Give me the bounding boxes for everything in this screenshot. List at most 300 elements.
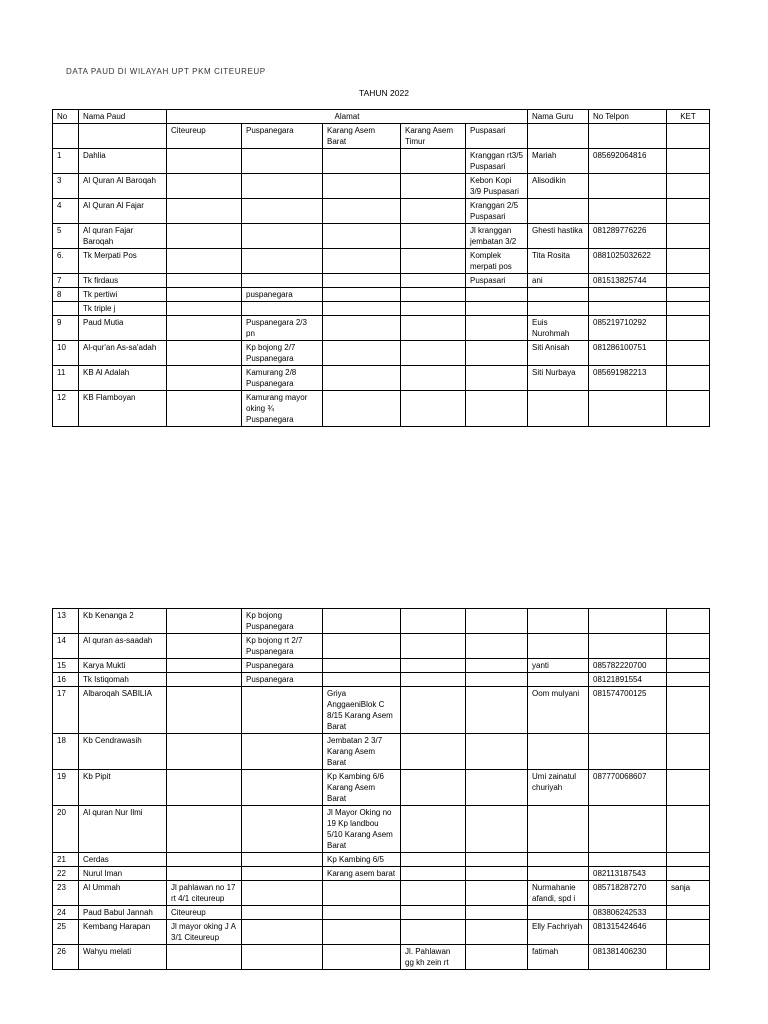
cell-puspasari: Kebon Kopi 3/9 Puspasari — [466, 174, 528, 199]
subheader-puspasari: Puspasari — [466, 124, 528, 149]
cell-nama-paud: Al Quran Al Baroqah — [79, 174, 167, 199]
cell-nama-guru — [528, 906, 589, 920]
cell-no: 19 — [53, 770, 79, 806]
cell-nama-paud: Albaroqah SABILIA — [79, 687, 167, 734]
table-body-part-2 — [53, 609, 710, 970]
cell-ket — [667, 149, 710, 174]
cell-karang-asem-barat — [323, 224, 401, 249]
cell-nama-paud: Al quran as-saadah — [79, 634, 167, 659]
cell-karang-asem-barat — [323, 391, 401, 427]
cell-ket — [667, 316, 710, 341]
cell-karang-asem-timur — [401, 149, 466, 174]
cell-nama-paud: Wahyu melati — [79, 945, 167, 970]
cell-karang-asem-timur — [401, 853, 466, 867]
table-row — [53, 199, 710, 224]
subheader-karang-asem-timur: Karang Asem Timur — [401, 124, 466, 149]
cell-no-telpon: 081286100751 — [589, 341, 667, 366]
cell-karang-asem-barat: Griya AnggaeniBlok C 8/15 Karang Asem Barat — [323, 687, 401, 734]
cell-nama-guru: Ghesti hastika — [528, 224, 589, 249]
cell-citeureup — [167, 391, 242, 427]
cell-nama-guru: Alisodikin — [528, 174, 589, 199]
cell-nama-paud: Kb Pipit — [79, 770, 167, 806]
cell-karang-asem-barat — [323, 609, 401, 634]
cell-puspasari — [466, 391, 528, 427]
cell-nama-guru: fatimah — [528, 945, 589, 970]
cell-no: 15 — [53, 659, 79, 673]
table-row — [53, 609, 710, 634]
cell-no: 23 — [53, 881, 79, 906]
cell-puspanegara — [242, 249, 323, 274]
cell-citeureup — [167, 673, 242, 687]
cell-no: 21 — [53, 853, 79, 867]
cell-puspasari: Komplek merpati pos — [466, 249, 528, 274]
cell-nama-guru — [528, 634, 589, 659]
cell-karang-asem-timur — [401, 687, 466, 734]
cell-puspanegara — [242, 770, 323, 806]
cell-nama-paud: Dahlia — [79, 149, 167, 174]
cell-puspanegara — [242, 174, 323, 199]
cell-no: 6. — [53, 249, 79, 274]
cell-puspanegara — [242, 224, 323, 249]
cell-puspasari — [466, 867, 528, 881]
cell-karang-asem-barat — [323, 249, 401, 274]
table-row — [53, 853, 710, 867]
cell-citeureup — [167, 734, 242, 770]
cell-karang-asem-timur — [401, 659, 466, 673]
cell-ket — [667, 673, 710, 687]
cell-nama-paud: Al quran Fajar Baroqah — [79, 224, 167, 249]
cell-puspasari: Puspasari — [466, 274, 528, 288]
subheader-karang-asem-barat: Karang Asem Barat — [323, 124, 401, 149]
header-alamat: Alamat — [167, 110, 528, 124]
cell-nama-paud: Al quran Nur Ilmi — [79, 806, 167, 853]
cell-puspanegara: Kp bojong Puspanegara — [242, 609, 323, 634]
cell-no-telpon — [589, 199, 667, 224]
cell-karang-asem-barat — [323, 634, 401, 659]
cell-karang-asem-barat: Karang asem barat — [323, 867, 401, 881]
table-row — [53, 770, 710, 806]
table-row — [53, 881, 710, 906]
cell-nama-guru: Umi zainatul churiyah — [528, 770, 589, 806]
table-row — [53, 634, 710, 659]
cell-puspanegara — [242, 687, 323, 734]
cell-citeureup — [167, 288, 242, 302]
cell-nama-paud: Tk Istiqomah — [79, 673, 167, 687]
cell-no: 14 — [53, 634, 79, 659]
cell-no: 17 — [53, 687, 79, 734]
table-row — [53, 687, 710, 734]
cell-nama-paud: Tk pertiwi — [79, 288, 167, 302]
cell-citeureup — [167, 316, 242, 341]
cell-karang-asem-timur — [401, 302, 466, 316]
cell-karang-asem-timur — [401, 609, 466, 634]
table-row — [53, 302, 710, 316]
cell-ket — [667, 341, 710, 366]
cell-no-telpon: 087770068607 — [589, 770, 667, 806]
cell-ket — [667, 249, 710, 274]
cell-nama-guru: Siti Anisah — [528, 341, 589, 366]
cell-ket — [667, 634, 710, 659]
cell-no: 20 — [53, 806, 79, 853]
document-year: TAHUN 2022 — [359, 88, 409, 98]
cell-puspasari — [466, 945, 528, 970]
cell-puspasari — [466, 920, 528, 945]
cell-karang-asem-barat — [323, 302, 401, 316]
cell-karang-asem-barat: Jl Mayor Oking no 19 Kp landbou 5/10 Karang Asem Barat — [323, 806, 401, 853]
cell-ket — [667, 734, 710, 770]
cell-no: 22 — [53, 867, 79, 881]
cell-puspanegara: Puspanegara — [242, 659, 323, 673]
table-row — [53, 174, 710, 199]
cell-nama-paud: Al Quran Al Fajar — [79, 199, 167, 224]
cell-no-telpon: 085692064816 — [589, 149, 667, 174]
cell-nama-paud: Kb Kenanga 2 — [79, 609, 167, 634]
cell-nama-guru: Mariah — [528, 149, 589, 174]
cell-no-telpon: 081574700125 — [589, 687, 667, 734]
cell-no: 5 — [53, 224, 79, 249]
cell-puspasari: Kranggan 2/5 Puspasari — [466, 199, 528, 224]
cell-no-telpon: 081289776226 — [589, 224, 667, 249]
table-row — [53, 906, 710, 920]
cell-no: 18 — [53, 734, 79, 770]
cell-citeureup — [167, 174, 242, 199]
cell-ket — [667, 687, 710, 734]
cell-citeureup — [167, 274, 242, 288]
cell-nama-guru — [528, 806, 589, 853]
cell-puspasari — [466, 853, 528, 867]
cell-no-telpon — [589, 288, 667, 302]
cell-nama-guru — [528, 199, 589, 224]
cell-no-telpon: 082113187543 — [589, 867, 667, 881]
cell-karang-asem-barat — [323, 920, 401, 945]
subheader-row — [53, 124, 710, 149]
cell-no-telpon — [589, 734, 667, 770]
cell-no-telpon: 081315424646 — [589, 920, 667, 945]
header-row — [53, 110, 710, 124]
cell-no: 1 — [53, 149, 79, 174]
cell-no-telpon: 085691982213 — [589, 366, 667, 391]
cell-nama-paud: Cerdas — [79, 853, 167, 867]
cell-ket — [667, 867, 710, 881]
cell-no-telpon — [589, 391, 667, 427]
table-row — [53, 149, 710, 174]
cell-puspasari — [466, 609, 528, 634]
cell-no: 16 — [53, 673, 79, 687]
cell-karang-asem-timur — [401, 920, 466, 945]
cell-no-telpon: 081381406230 — [589, 945, 667, 970]
cell-karang-asem-timur — [401, 249, 466, 274]
cell-nama-paud: Nurul Iman — [79, 867, 167, 881]
subheader-citeureup: Citeureup — [167, 124, 242, 149]
cell-puspanegara: Kp bojong rt 2/7 Puspanegara — [242, 634, 323, 659]
cell-karang-asem-timur — [401, 673, 466, 687]
cell-ket — [667, 224, 710, 249]
cell-puspanegara — [242, 853, 323, 867]
cell-karang-asem-barat — [323, 149, 401, 174]
cell-nama-guru: Euis Nurohmah — [528, 316, 589, 341]
cell-citeureup — [167, 867, 242, 881]
header-ket: KET — [667, 110, 710, 124]
cell-karang-asem-timur — [401, 366, 466, 391]
cell-puspasari — [466, 316, 528, 341]
cell-karang-asem-barat — [323, 673, 401, 687]
cell-ket — [667, 199, 710, 224]
cell-citeureup — [167, 634, 242, 659]
cell-no-telpon: 08121891554 — [589, 673, 667, 687]
cell-nama-guru — [528, 673, 589, 687]
cell-karang-asem-barat — [323, 174, 401, 199]
cell-no: 25 — [53, 920, 79, 945]
cell-citeureup — [167, 199, 242, 224]
cell-no: 13 — [53, 609, 79, 634]
cell-nama-paud: KB Flamboyan — [79, 391, 167, 427]
cell-puspanegara: Kamurang mayor oking ¾ Puspanegara — [242, 391, 323, 427]
cell-puspanegara: Kp bojong 2/7 Puspanegara — [242, 341, 323, 366]
header-no: No — [53, 110, 79, 124]
cell-karang-asem-timur — [401, 770, 466, 806]
cell-nama-guru — [528, 867, 589, 881]
cell-no-telpon — [589, 174, 667, 199]
cell-karang-asem-barat — [323, 341, 401, 366]
table-row — [53, 316, 710, 341]
cell-ket — [667, 659, 710, 673]
cell-nama-guru — [528, 609, 589, 634]
cell-karang-asem-timur — [401, 174, 466, 199]
cell-puspanegara — [242, 881, 323, 906]
cell-puspasari — [466, 881, 528, 906]
cell-ket — [667, 288, 710, 302]
cell-nama-guru — [528, 288, 589, 302]
cell-nama-guru — [528, 302, 589, 316]
cell-citeureup: Citeureup — [167, 906, 242, 920]
cell-no-telpon — [589, 302, 667, 316]
cell-no-telpon: 0881025032622 — [589, 249, 667, 274]
cell-citeureup — [167, 659, 242, 673]
cell-karang-asem-timur — [401, 316, 466, 341]
cell-ket — [667, 853, 710, 867]
cell-nama-paud: Kb Cendrawasih — [79, 734, 167, 770]
cell-nama-guru: Nurmahanie afandi, spd i — [528, 881, 589, 906]
cell-puspanegara — [242, 920, 323, 945]
cell-no-telpon: 083806242533 — [589, 906, 667, 920]
cell-puspanegara — [242, 945, 323, 970]
cell-nama-paud: Tk triple j — [79, 302, 167, 316]
cell-puspanegara — [242, 302, 323, 316]
cell-puspasari — [466, 634, 528, 659]
cell-citeureup — [167, 302, 242, 316]
cell-nama-guru — [528, 391, 589, 427]
cell-citeureup: Jl mayor oking J A 3/1 Citeureup — [167, 920, 242, 945]
cell-puspasari — [466, 341, 528, 366]
cell-karang-asem-barat — [323, 199, 401, 224]
cell-nama-guru: Oom mulyani — [528, 687, 589, 734]
cell-karang-asem-timur — [401, 288, 466, 302]
cell-karang-asem-barat — [323, 288, 401, 302]
cell-karang-asem-barat — [323, 316, 401, 341]
header-nama-paud: Nama Paud — [79, 110, 167, 124]
cell-citeureup — [167, 149, 242, 174]
cell-puspanegara — [242, 867, 323, 881]
cell-puspasari — [466, 659, 528, 673]
cell-nama-guru — [528, 734, 589, 770]
table-row — [53, 659, 710, 673]
cell-nama-paud: Paud Mutia — [79, 316, 167, 341]
cell-karang-asem-timur: Jl. Pahlawan gg kh zein rt — [401, 945, 466, 970]
cell-nama-paud: Al-qur'an As-sa'adah — [79, 341, 167, 366]
cell-puspasari — [466, 288, 528, 302]
table-row — [53, 288, 710, 302]
cell-ket — [667, 806, 710, 853]
subheader-puspanegara: Puspanegara — [242, 124, 323, 149]
cell-nama-guru — [528, 853, 589, 867]
cell-nama-guru: yanti — [528, 659, 589, 673]
cell-citeureup — [167, 224, 242, 249]
cell-karang-asem-barat: Jembatan 2 3/7 Karang Asem Barat — [323, 734, 401, 770]
cell-karang-asem-timur — [401, 391, 466, 427]
cell-citeureup — [167, 770, 242, 806]
cell-puspasari — [466, 673, 528, 687]
cell-no: 26 — [53, 945, 79, 970]
cell-puspanegara — [242, 734, 323, 770]
cell-nama-paud: Al Ummah — [79, 881, 167, 906]
cell-no-telpon: 085718287270 — [589, 881, 667, 906]
cell-no-telpon: 085219710292 — [589, 316, 667, 341]
cell-puspanegara — [242, 199, 323, 224]
table-row — [53, 249, 710, 274]
cell-karang-asem-barat — [323, 274, 401, 288]
cell-karang-asem-timur — [401, 734, 466, 770]
table-row — [53, 673, 710, 687]
cell-no-telpon — [589, 853, 667, 867]
cell-no — [53, 302, 79, 316]
header-no-telpon: No Telpon — [589, 110, 667, 124]
header-nama-guru: Nama Guru — [528, 110, 589, 124]
cell-karang-asem-timur — [401, 224, 466, 249]
cell-karang-asem-barat: Kp Kambing 6/6 Karang Asem Barat — [323, 770, 401, 806]
cell-puspasari — [466, 734, 528, 770]
cell-nama-paud: Tk Merpati Pos — [79, 249, 167, 274]
cell-puspanegara: Kamurang 2/8 Puspanegara — [242, 366, 323, 391]
document-title: DATA PAUD DI WILAYAH UPT PKM CITEUREUP — [66, 67, 266, 76]
cell-karang-asem-barat — [323, 945, 401, 970]
cell-no: 12 — [53, 391, 79, 427]
cell-karang-asem-barat: Kp Kambing 6/5 — [323, 853, 401, 867]
cell-citeureup — [167, 687, 242, 734]
cell-citeureup — [167, 609, 242, 634]
cell-puspasari — [466, 366, 528, 391]
cell-no: 24 — [53, 906, 79, 920]
cell-ket — [667, 274, 710, 288]
cell-karang-asem-timur — [401, 199, 466, 224]
cell-karang-asem-timur — [401, 867, 466, 881]
table-row — [53, 945, 710, 970]
cell-no-telpon: 085782220700 — [589, 659, 667, 673]
cell-ket — [667, 906, 710, 920]
cell-no: 4 — [53, 199, 79, 224]
table-row — [53, 391, 710, 427]
cell-citeureup — [167, 853, 242, 867]
cell-no: 11 — [53, 366, 79, 391]
cell-karang-asem-barat — [323, 366, 401, 391]
cell-no-telpon — [589, 634, 667, 659]
cell-citeureup — [167, 945, 242, 970]
table-row — [53, 224, 710, 249]
cell-ket — [667, 945, 710, 970]
cell-puspanegara: Puspanegara — [242, 673, 323, 687]
cell-nama-guru: Elly Fachriyah — [528, 920, 589, 945]
cell-no: 9 — [53, 316, 79, 341]
cell-no-telpon: 081513825744 — [589, 274, 667, 288]
paud-table-part-1 — [52, 109, 710, 427]
cell-karang-asem-timur — [401, 881, 466, 906]
cell-nama-paud: Kembang Harapan — [79, 920, 167, 945]
cell-puspasari — [466, 806, 528, 853]
cell-citeureup — [167, 806, 242, 853]
cell-karang-asem-timur — [401, 634, 466, 659]
cell-puspanegara — [242, 149, 323, 174]
table-row — [53, 341, 710, 366]
table-row — [53, 920, 710, 945]
cell-no-telpon — [589, 609, 667, 634]
cell-nama-guru: Tita Rosita — [528, 249, 589, 274]
table-row — [53, 867, 710, 881]
table-row — [53, 366, 710, 391]
table-body-part-1 — [53, 149, 710, 427]
table-row — [53, 806, 710, 853]
cell-citeureup — [167, 366, 242, 391]
cell-nama-paud: Karya Mukti — [79, 659, 167, 673]
cell-citeureup: Jl pahlawan no 17 rt 4/1 citeureup — [167, 881, 242, 906]
paud-table-part-2 — [52, 608, 710, 970]
cell-ket — [667, 302, 710, 316]
cell-puspasari — [466, 770, 528, 806]
cell-ket — [667, 609, 710, 634]
cell-karang-asem-barat — [323, 659, 401, 673]
cell-no-telpon — [589, 806, 667, 853]
cell-puspanegara: Puspanegara 2/3 pn — [242, 316, 323, 341]
cell-karang-asem-barat — [323, 906, 401, 920]
cell-karang-asem-timur — [401, 341, 466, 366]
table-row — [53, 274, 710, 288]
cell-karang-asem-barat — [323, 881, 401, 906]
cell-karang-asem-timur — [401, 274, 466, 288]
cell-puspanegara — [242, 806, 323, 853]
cell-ket — [667, 366, 710, 391]
cell-citeureup — [167, 341, 242, 366]
cell-ket — [667, 174, 710, 199]
cell-karang-asem-timur — [401, 806, 466, 853]
cell-nama-paud: KB Al Adalah — [79, 366, 167, 391]
cell-ket: sanja — [667, 881, 710, 906]
cell-puspanegara: puspanegara — [242, 288, 323, 302]
cell-ket — [667, 391, 710, 427]
table-row — [53, 734, 710, 770]
cell-citeureup — [167, 249, 242, 274]
cell-puspasari: Jl kranggan jembatan 3/2 — [466, 224, 528, 249]
cell-puspasari — [466, 302, 528, 316]
cell-nama-paud: Tk firdaus — [79, 274, 167, 288]
cell-no: 8 — [53, 288, 79, 302]
cell-puspasari — [466, 906, 528, 920]
cell-ket — [667, 920, 710, 945]
cell-puspasari: Kranggan rt3/5 Puspasari — [466, 149, 528, 174]
cell-no: 10 — [53, 341, 79, 366]
cell-nama-paud: Paud Babul Jannah — [79, 906, 167, 920]
cell-ket — [667, 770, 710, 806]
cell-puspanegara — [242, 274, 323, 288]
cell-karang-asem-timur — [401, 906, 466, 920]
cell-no: 7 — [53, 274, 79, 288]
